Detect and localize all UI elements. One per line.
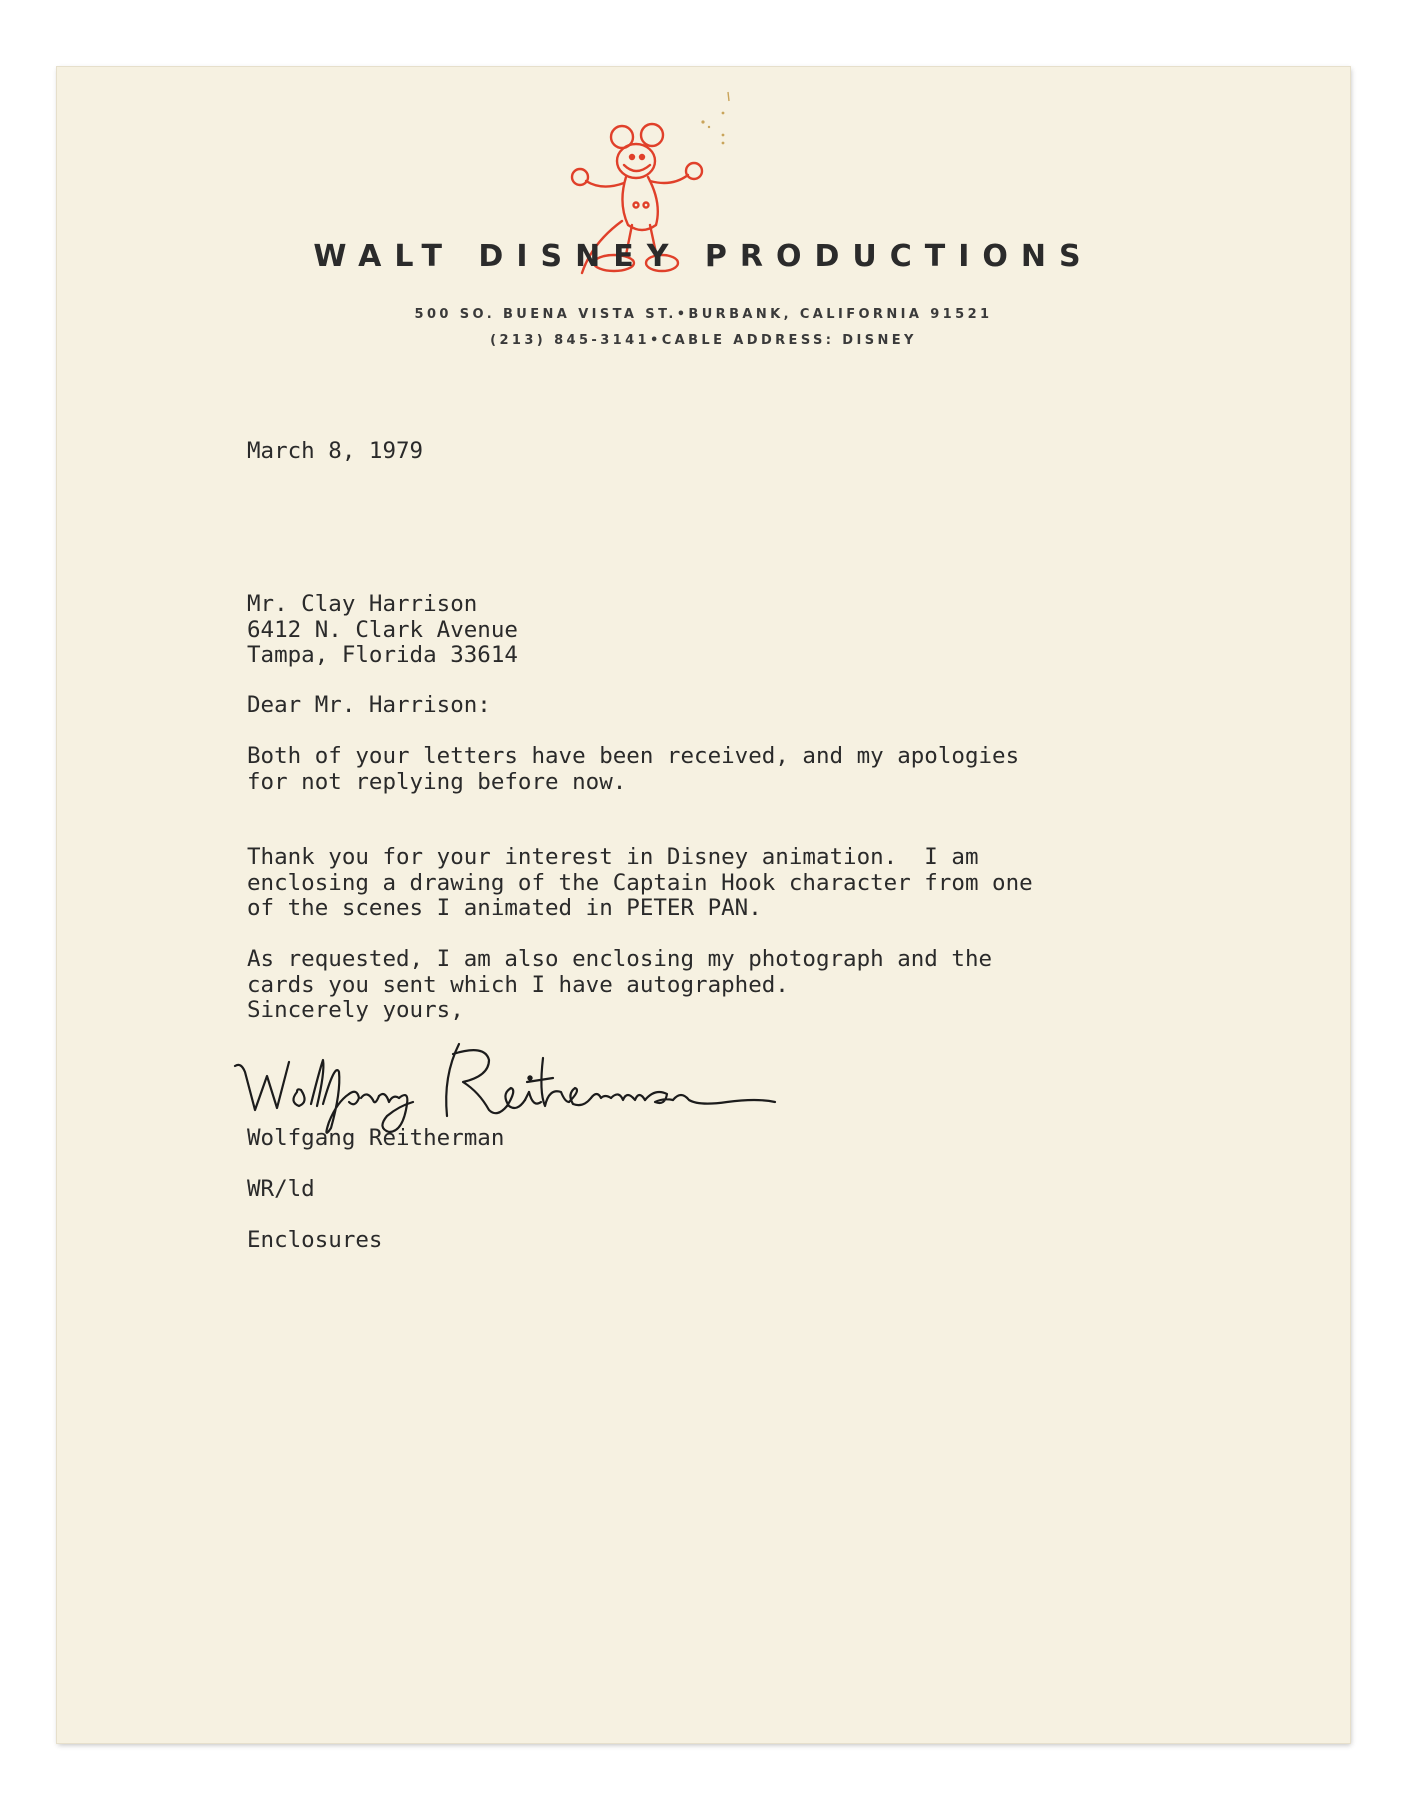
paragraph-line: for not replying before now.: [247, 768, 627, 795]
paragraph-line: enclosing a drawing of the Captain Hook character from one: [247, 869, 1033, 896]
recipient-city: Tampa, Florida 33614: [247, 642, 518, 668]
mickey-mouse-icon: [562, 113, 712, 313]
paragraph-line: Thank you for your interest in Disney animation. I am: [247, 844, 979, 870]
enclosures-note: Enclosures: [247, 1227, 383, 1253]
letter-date: March 8, 1979: [247, 438, 424, 464]
recipient-address: [247, 592, 518, 669]
company-name: WALT DISNEY PRODUCTIONS: [313, 239, 1094, 274]
company-phone-cable: (213) 845-3141•CABLE ADDRESS: DISNEY: [490, 333, 917, 348]
body-paragraph: [247, 947, 992, 998]
letter-closing: Sincerely yours,: [247, 997, 464, 1023]
paragraph-line: As requested, I am also enclosing my photograph and the: [247, 946, 993, 972]
recipient-name: Mr. Clay Harrison: [247, 591, 478, 617]
paragraph-line: cards you sent which I have autographed.: [247, 971, 789, 998]
recipient-street: 6412 N. Clark Avenue: [247, 616, 518, 643]
paragraph-line: of the scenes I animated in PETER PAN.: [247, 895, 762, 921]
letter-page: [57, 67, 1350, 1743]
signer-name: Wolfgang Reitherman: [247, 1125, 505, 1151]
letter-greeting: Dear Mr. Harrison:: [247, 692, 491, 718]
reference-initials: WR/ld: [247, 1176, 315, 1202]
paragraph-line: Both of your letters have been received, and my apologies: [247, 743, 1020, 769]
body-paragraph: [247, 845, 1033, 922]
company-address: 500 SO. BUENA VISTA ST.•BURBANK, CALIFORNIA 91521: [414, 307, 993, 322]
body-paragraph: [247, 744, 1019, 795]
